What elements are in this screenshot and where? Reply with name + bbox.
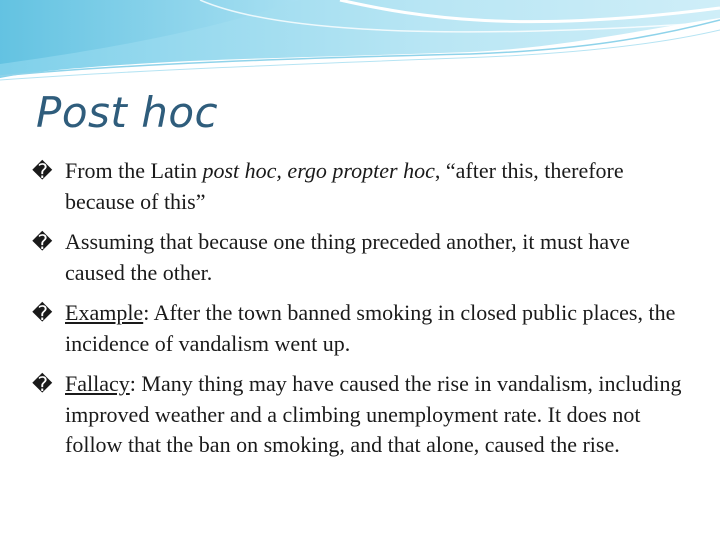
header-wave-decoration	[0, 0, 720, 90]
latin-phrase: post hoc, ergo propter hoc	[202, 158, 435, 183]
slide-title: Post hoc	[36, 88, 219, 137]
bullet-item	[30, 227, 690, 288]
bullet-text: : Many thing may have caused the rise in vandalism, including improved weather and a climbing unemployment rate. It does not follow that the ban on smoking, and that alone, caused the rise.	[65, 371, 682, 457]
bullet-text: Assuming that because one thing preceded another, it must have caused the other.	[65, 229, 630, 285]
bullet-item	[30, 298, 690, 359]
bullet-item	[30, 369, 690, 461]
bullet-glyph-icon: �	[32, 372, 53, 396]
bullet-text: From the Latin	[65, 158, 203, 183]
bullet-glyph-icon: �	[32, 301, 53, 325]
bullet-glyph-icon: �	[32, 230, 53, 254]
fallacy-term: Fallacy	[65, 371, 130, 396]
bullet-text: , “after this, therefore because of this”	[65, 158, 624, 214]
bullet-list	[30, 156, 690, 471]
bullet-text: : After the town banned smoking in closed public places, the incidence of vandalism went up.	[65, 300, 676, 356]
example-term: Example	[65, 300, 144, 325]
bullet-item	[30, 156, 690, 217]
bullet-glyph-icon: �	[32, 159, 53, 183]
